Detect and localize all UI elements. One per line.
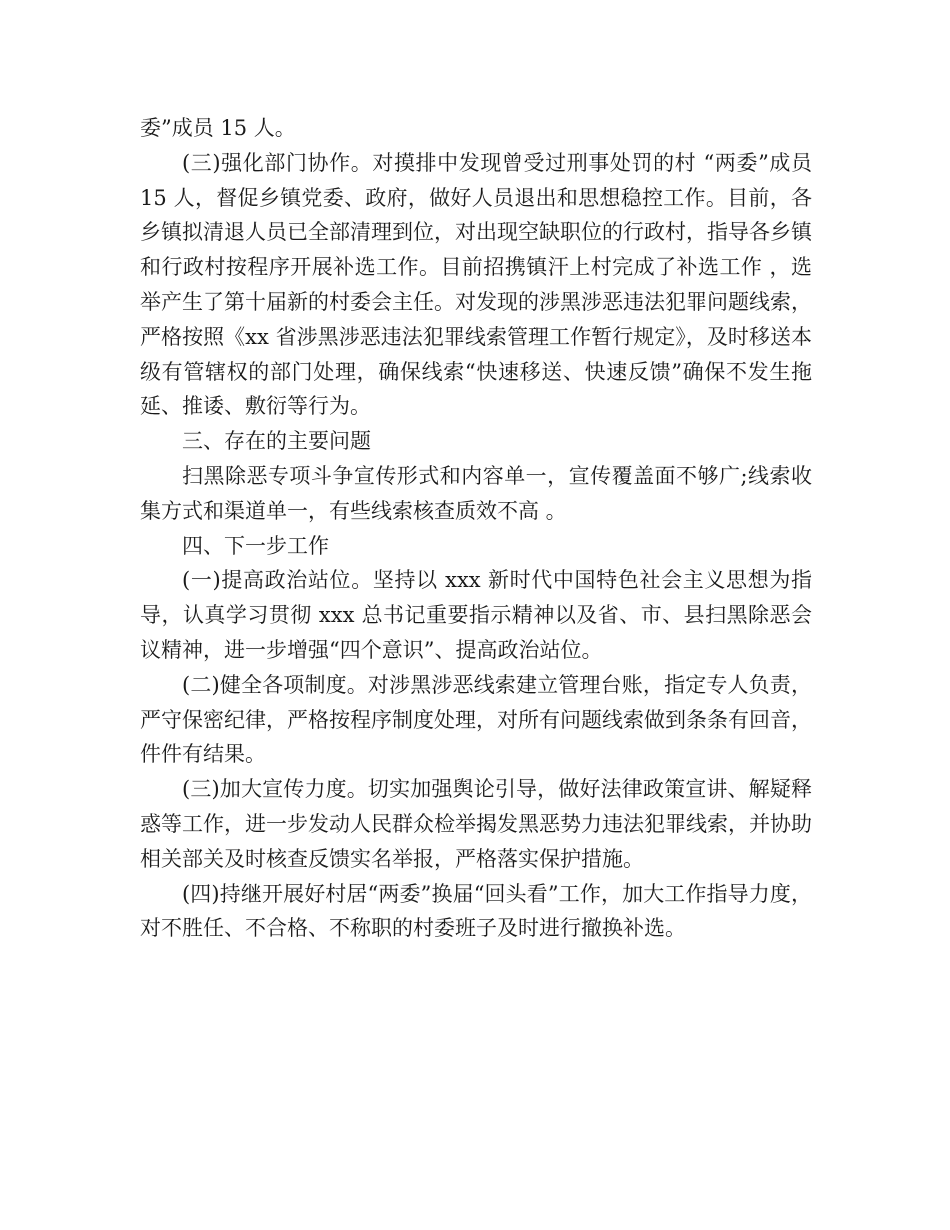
paragraph-department-cooperation: (三)强化部门协作。对摸排中发现曾受过刑事处罚的村 “两委”成员 15 人，督促乡镇党委、政府，做好人员退出和思想稳控工作。目前，各乡镇拟清退人员已全部清理到位，对出现空缺职位的行政村，指导各乡镇和行政村按程序开展补选工作。目前招携镇汗上村完成了补选工作 ，选举产生了第十届新的村委会主任。对发现的涉黑涉恶违法犯罪问题线索，严格按照《xx 省涉黑涉恶违法犯罪线索管理工作暂行规定》，及时移送本级有管辖权的部门处理，确保线索“快速移送、快速反馈”确保不发生拖延、推诿、敷衍等行为。 <box>140 150 812 419</box>
paragraph-political-stance: (一)提高政治站位。坚持以 xxx 新时代中国特色社会主义思想为指导，认真学习贯彻 xxx 总书记重要指示精神以及省、市、县扫黑除恶会议精神，进一步增强“四个意识”、提高政治站位。 <box>140 568 812 662</box>
paragraph-look-back: (四)持继开展好村居“两委”换届“回头看”工作，加大工作指导力度，对不胜任、不合格、不称职的村委班子及时进行撤换补选。 <box>140 881 812 941</box>
paragraph-problems: 扫黑除恶专项斗争宣传形式和内容单一，宣传覆盖面不够广;线索收集方式和渠道单一，有些线索核查质效不高 。 <box>140 463 812 523</box>
paragraph-publicity: (三)加大宣传力度。切实加强舆论引导，做好法律政策宣讲、解疑释惑等工作，进一步发动人民群众检举揭发黑恶势力违法犯罪线索，并协助相关部关及时核查反馈实名举报，严格落实保护措施。 <box>140 777 812 871</box>
document-body <box>140 111 812 946</box>
paragraph-continuation: 委”成员 15 人。 <box>140 116 296 140</box>
section-heading-next-steps: 四、下一步工作 <box>182 533 329 558</box>
section-heading-main-problems: 三、存在的主要问题 <box>182 429 371 454</box>
paragraph-systems: (二)健全各项制度。对涉黑涉恶线索建立管理台账，指定专人负责，严守保密纪律，严格按程序制度处理，对所有问题线索做到条条有回音，件件有结果。 <box>140 672 812 767</box>
